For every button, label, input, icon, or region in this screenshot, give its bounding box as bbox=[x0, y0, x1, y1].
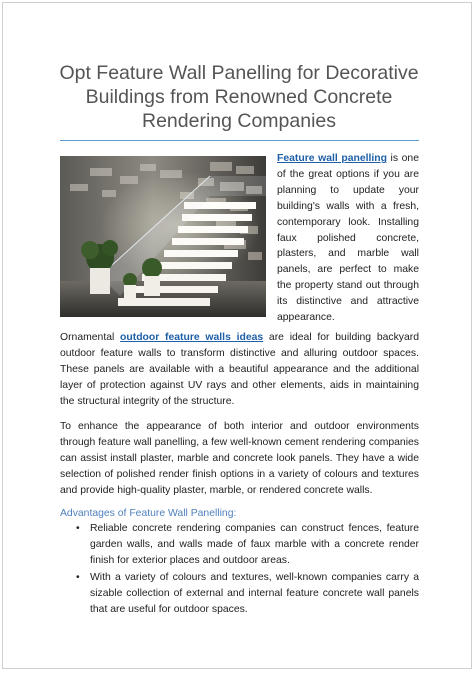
feature-wall-photo bbox=[60, 156, 266, 317]
outdoor-feature-walls-link[interactable]: outdoor feature walls ideas bbox=[120, 332, 264, 343]
bullet-icon: • bbox=[76, 571, 80, 583]
list-item bbox=[60, 521, 419, 569]
bullet-text: With a variety of colours and textures, well-known companies carry a sizable collection of external and internal feature concrete wall panels that are useful for outdoor spaces. bbox=[90, 571, 419, 615]
advantages-heading: Advantages of Feature Wall Panelling: bbox=[60, 508, 237, 519]
para1-before: Ornamental bbox=[60, 332, 121, 343]
page-title: Opt Feature Wall Panelling for Decorative Buildings from Renowned Concrete Rendering Companies bbox=[59, 62, 419, 132]
feature-wall-panelling-link[interactable]: Feature wall panelling bbox=[277, 153, 387, 164]
enhance-paragraph: To enhance the appearance of both interior and outdoor environments through feature wall panelling, a few well-known cement rendering companies can assist install plaster, marble and concrete look panels. They have a wide selection of polished render finish options in a variety of colours and textures and provide high-quality plaster, marble, or rendered concrete walls. bbox=[60, 421, 419, 496]
intro-paragraph bbox=[277, 151, 419, 326]
title-divider bbox=[60, 140, 419, 141]
bullet-text: Reliable concrete rendering companies can construct fences, feature garden walls, and walls made of faux marble with a concrete render finish for exterior places and outdoor areas. bbox=[90, 523, 419, 566]
intro-text: is one of the great options if you are planning to update your building's walls with a fresh, contemporary look. Installing faux polished concrete, plasters, and marble wall panels, are perfect to make the property stand out through its distinctive and attractive appearance. bbox=[277, 153, 419, 324]
advantages-list bbox=[60, 521, 419, 618]
outdoor-walls-paragraph bbox=[60, 330, 419, 410]
stairs-photo-icon bbox=[60, 156, 266, 317]
bullet-icon: • bbox=[76, 523, 80, 534]
list-item bbox=[60, 570, 419, 618]
document-page bbox=[2, 2, 472, 669]
para1-after: are ideal for building backyard outdoor feature walls to transform distinctive and alluring outdoor spaces. These panels are available with a beautiful appearance and the additional layer of protection against UV rays and other elements, aids in maintaining the structural integrity of the structure. bbox=[60, 332, 419, 407]
